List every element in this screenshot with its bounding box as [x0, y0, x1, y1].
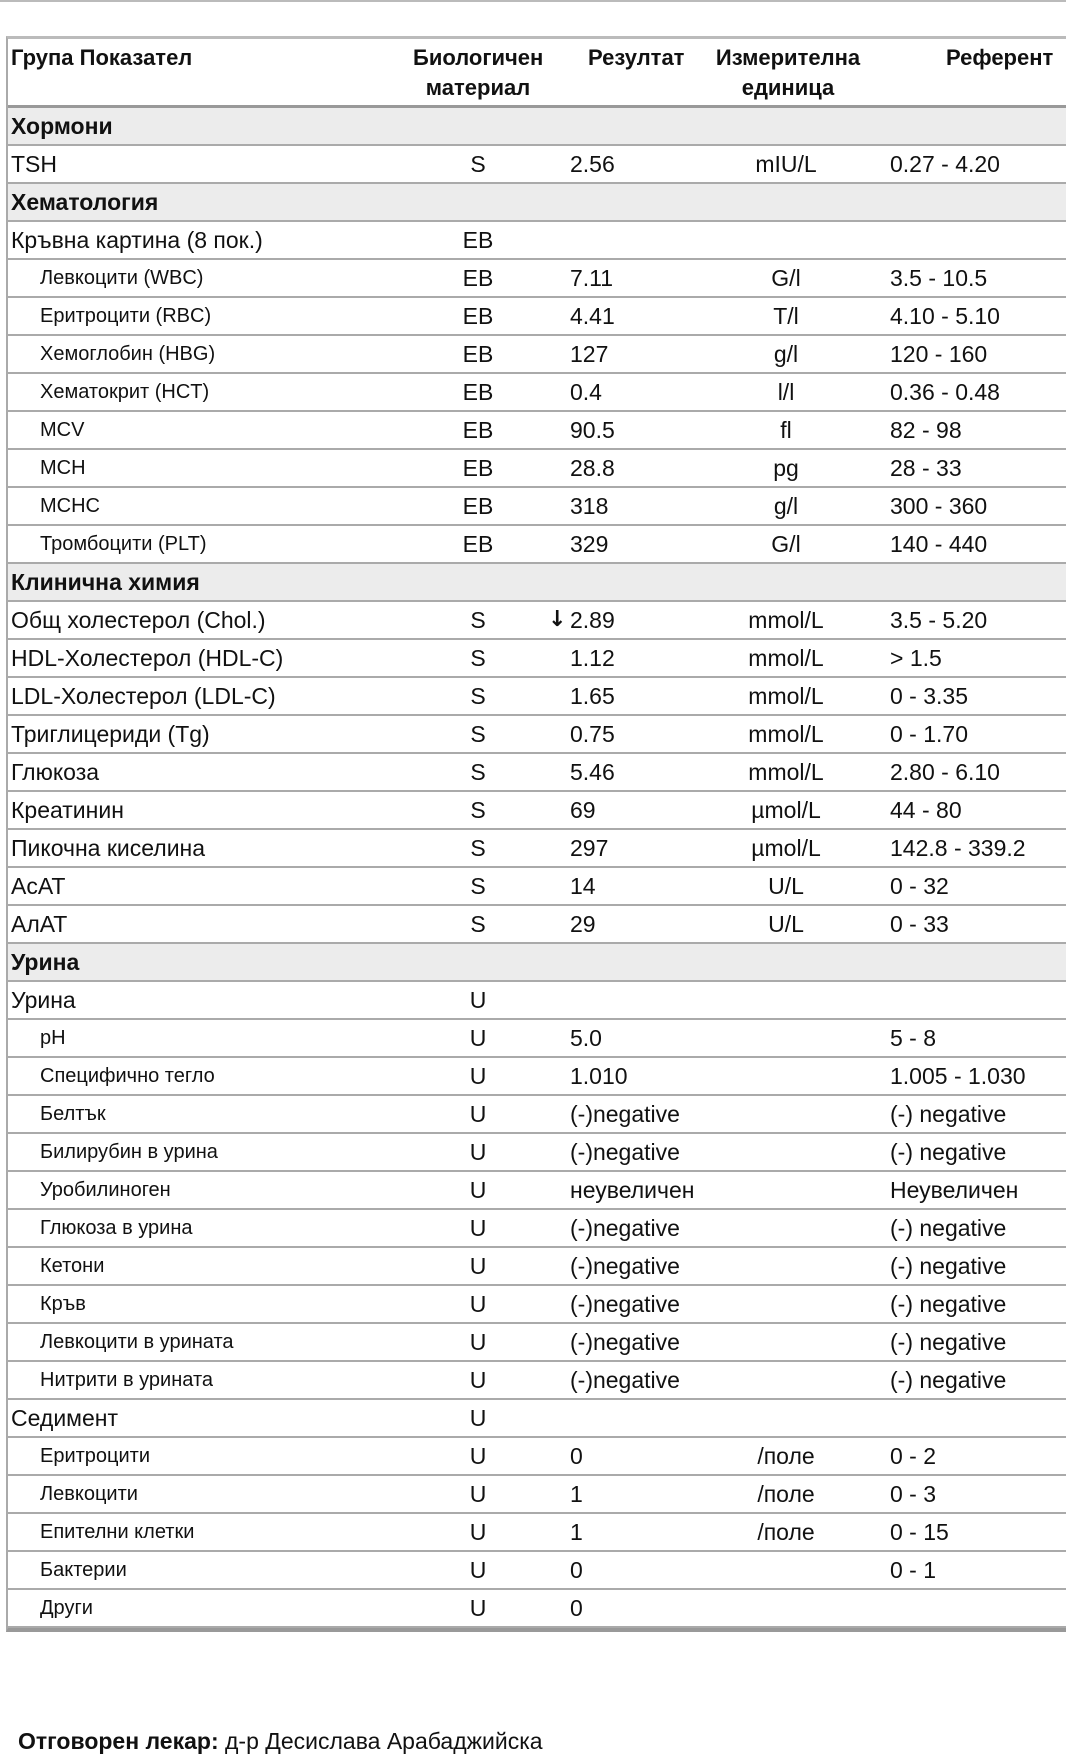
reference-cell: (-) negative	[890, 1215, 1007, 1241]
material-cell: U	[469, 1101, 487, 1127]
test-name: Нитрити в урината	[40, 1369, 213, 1391]
test-name: Белтък	[40, 1103, 106, 1125]
reference-cell: > 1.5	[890, 645, 942, 671]
section-header	[8, 944, 1066, 982]
section-header	[8, 108, 1066, 146]
material-cell: U	[469, 987, 487, 1013]
result-cell: 0.4	[570, 379, 602, 405]
unit-cell: mmol/L	[748, 759, 824, 785]
reference-cell: (-) negative	[890, 1329, 1007, 1355]
table-row	[8, 146, 1066, 184]
results-table	[6, 36, 1066, 1632]
material-cell: EB	[462, 341, 494, 367]
table-row	[8, 1324, 1066, 1362]
result-cell: (-)negative	[570, 1329, 680, 1355]
result-cell: 0	[570, 1557, 583, 1583]
table-row	[8, 1058, 1066, 1096]
result-cell: (-)negative	[570, 1291, 680, 1317]
reference-cell: (-) negative	[890, 1139, 1007, 1165]
section-title: Хормони	[11, 113, 113, 139]
table-row	[8, 1248, 1066, 1286]
section-header	[8, 564, 1066, 602]
reference-cell: 0 - 32	[890, 873, 949, 899]
material-cell: S	[470, 911, 486, 937]
reference-cell: 0 - 15	[890, 1519, 949, 1545]
test-name: MCV	[40, 419, 85, 441]
table-row	[8, 792, 1066, 830]
unit-cell: mmol/L	[748, 721, 824, 747]
table-row	[8, 336, 1066, 374]
unit-cell: pg	[773, 455, 799, 481]
header-reference: Референт	[946, 45, 1054, 70]
material-cell: U	[469, 1519, 487, 1545]
test-name: Триглицериди (Tg)	[11, 721, 210, 747]
reference-cell: 1.005 - 1.030	[890, 1063, 1026, 1089]
unit-cell: l/l	[777, 379, 795, 405]
result-cell: (-)negative	[570, 1139, 680, 1165]
material-cell: U	[469, 1405, 487, 1431]
table-row	[8, 526, 1066, 564]
reference-cell: 4.10 - 5.10	[890, 303, 1000, 329]
result-cell: 0	[570, 1443, 583, 1469]
test-name: MCH	[40, 457, 86, 479]
reference-cell: 142.8 - 339.2	[890, 835, 1026, 861]
result-cell: 1.12	[570, 645, 615, 671]
result-cell: 5.46	[570, 759, 615, 785]
material-cell: EB	[462, 417, 494, 443]
material-cell: S	[470, 759, 486, 785]
reference-cell: 82 - 98	[890, 417, 962, 443]
material-cell: EB	[462, 379, 494, 405]
test-name: Кръвна картина (8 пок.)	[11, 227, 263, 253]
test-name: Кръв	[40, 1293, 86, 1315]
table-row	[8, 1134, 1066, 1172]
material-cell: U	[469, 1443, 487, 1469]
table-row	[8, 716, 1066, 754]
result-cell: (-)negative	[570, 1101, 680, 1127]
reference-cell: 44 - 80	[890, 797, 962, 823]
table-row	[8, 1286, 1066, 1324]
result-cell: 1.010	[570, 1063, 628, 1089]
material-cell: S	[470, 645, 486, 671]
table-row	[8, 1476, 1066, 1514]
unit-cell: mmol/L	[748, 683, 824, 709]
material-cell: U	[469, 1367, 487, 1393]
result-cell: 14	[570, 873, 596, 899]
table-row	[8, 1172, 1066, 1210]
table-row	[8, 678, 1066, 716]
material-cell: U	[469, 1481, 487, 1507]
test-name: pH	[40, 1027, 66, 1049]
unit-cell: /поле	[757, 1519, 815, 1545]
table-row	[8, 1590, 1066, 1628]
result-cell: (-)negative	[570, 1215, 680, 1241]
reference-cell: (-) negative	[890, 1291, 1007, 1317]
unit-cell: G/l	[771, 531, 801, 557]
result-cell: (-)negative	[570, 1253, 680, 1279]
unit-cell: U/L	[768, 873, 804, 899]
unit-cell: g/l	[773, 341, 799, 367]
result-cell: 318	[570, 493, 609, 519]
table-row	[8, 602, 1066, 640]
unit-cell: U/L	[768, 911, 804, 937]
result-cell: 0	[570, 1595, 583, 1621]
material-cell: U	[469, 1329, 487, 1355]
unit-cell: T/l	[773, 303, 799, 329]
reference-cell: 0.27 - 4.20	[890, 151, 1000, 177]
table-row	[8, 1096, 1066, 1134]
low-arrow-icon: ↓	[548, 607, 567, 632]
unit-cell: mmol/L	[748, 607, 824, 633]
table-row	[8, 1362, 1066, 1400]
test-name: Кетони	[40, 1255, 105, 1277]
result-cell: 329	[570, 531, 609, 557]
test-name: Специфично тегло	[40, 1065, 215, 1087]
reference-cell: 28 - 33	[890, 455, 962, 481]
unit-cell: fl	[780, 417, 792, 443]
table-row	[8, 640, 1066, 678]
material-cell: EB	[462, 227, 494, 253]
reference-cell: 0 - 2	[890, 1443, 937, 1469]
header-group: Група Показател	[11, 45, 193, 70]
reference-cell: (-) negative	[890, 1367, 1007, 1393]
result-cell: 69	[570, 797, 596, 823]
test-name: LDL-Холестерол (LDL-C)	[11, 683, 276, 709]
unit-cell: µmol/L	[751, 835, 821, 861]
table-row	[8, 906, 1066, 944]
test-name: Пикочна киселина	[11, 835, 206, 861]
result-cell: 1	[570, 1519, 583, 1545]
table-row	[8, 260, 1066, 298]
table-row	[8, 1400, 1066, 1438]
header-result: Резултат	[588, 45, 685, 70]
test-name: Общ холестерол (Chol.)	[11, 607, 266, 633]
test-name: Еритроцити (RBC)	[40, 305, 212, 327]
material-cell: U	[469, 1063, 487, 1089]
material-cell: S	[470, 683, 486, 709]
material-cell: U	[469, 1139, 487, 1165]
reference-cell: 0 - 3	[890, 1481, 937, 1507]
reference-cell: 3.5 - 10.5	[890, 265, 988, 291]
material-cell: EB	[462, 303, 494, 329]
material-cell: S	[470, 151, 486, 177]
test-name: Тромбоцити (PLT)	[40, 533, 207, 555]
unit-cell: /поле	[757, 1443, 815, 1469]
test-name: Бактерии	[40, 1559, 127, 1581]
material-cell: U	[469, 1557, 487, 1583]
result-cell: 0.75	[570, 721, 615, 747]
result-cell: 2.89	[570, 607, 615, 633]
test-name: Урина	[11, 987, 76, 1013]
unit-cell: G/l	[771, 265, 801, 291]
section-header	[8, 184, 1066, 222]
test-name: Глюкоза	[11, 759, 100, 785]
material-cell: EB	[462, 493, 494, 519]
material-cell: U	[469, 1215, 487, 1241]
reference-cell: 0 - 3.35	[890, 683, 968, 709]
result-cell: 127	[570, 341, 609, 367]
table-body	[8, 108, 1066, 1628]
table-row	[8, 450, 1066, 488]
reference-cell: 3.5 - 5.20	[890, 607, 988, 633]
responsible-doctor	[18, 1728, 543, 1755]
material-cell: U	[469, 1177, 487, 1203]
table-row	[8, 1210, 1066, 1248]
test-name: Левкоцити	[40, 1483, 138, 1505]
table-row	[8, 830, 1066, 868]
result-cell: 5.0	[570, 1025, 602, 1051]
table-row	[8, 982, 1066, 1020]
table-row	[8, 754, 1066, 792]
table-row	[8, 222, 1066, 260]
test-name: Уробилиноген	[40, 1179, 171, 1201]
reference-cell: 0 - 1.70	[890, 721, 968, 747]
reference-cell: (-) negative	[890, 1253, 1007, 1279]
doctor-name: д-р Десислава Арабаджийска	[225, 1728, 543, 1754]
table-row	[8, 1552, 1066, 1590]
material-cell: S	[470, 835, 486, 861]
test-name: АлАТ	[11, 911, 68, 937]
table-row	[8, 868, 1066, 906]
section-title: Клинична химия	[11, 569, 200, 595]
test-name: Хемоглобин (HBG)	[40, 343, 216, 365]
reference-cell: (-) negative	[890, 1101, 1007, 1127]
material-cell: EB	[462, 455, 494, 481]
test-name: TSH	[11, 151, 57, 177]
unit-cell: mIU/L	[755, 151, 817, 177]
reference-cell: Неувеличен	[890, 1177, 1019, 1203]
result-cell: 297	[570, 835, 609, 861]
unit-cell: g/l	[773, 493, 799, 519]
test-name: Седимент	[11, 1405, 119, 1431]
result-cell: неувеличен	[570, 1177, 695, 1203]
table-row	[8, 1514, 1066, 1552]
unit-cell: µmol/L	[751, 797, 821, 823]
test-name: Епителни клетки	[40, 1521, 195, 1543]
material-cell: S	[470, 797, 486, 823]
material-cell: U	[469, 1025, 487, 1051]
top-divider	[0, 0, 1066, 2]
test-name: Билирубин в урина	[40, 1141, 218, 1163]
table-row	[8, 1438, 1066, 1476]
unit-cell: /поле	[757, 1481, 815, 1507]
test-name: Левкоцити (WBC)	[40, 267, 204, 289]
table-row	[8, 488, 1066, 526]
result-cell: 7.11	[570, 265, 614, 291]
table-row	[8, 1020, 1066, 1058]
test-name: HDL-Холестерол (HDL-C)	[11, 645, 284, 671]
header-material: Биологичен материал	[413, 45, 544, 100]
test-name: Еритроцити	[40, 1445, 150, 1467]
test-name: Креатинин	[11, 797, 124, 823]
doctor-label: Отговорен лекар:	[18, 1728, 219, 1754]
result-cell: 2.56	[570, 151, 615, 177]
result-cell: 28.8	[570, 455, 615, 481]
test-name: MCHC	[40, 495, 100, 517]
test-name: Други	[40, 1597, 93, 1619]
reference-cell: 120 - 160	[890, 341, 988, 367]
result-cell: 4.41	[570, 303, 615, 329]
reference-cell: 2.80 - 6.10	[890, 759, 1000, 785]
material-cell: S	[470, 607, 486, 633]
result-cell: 1.65	[570, 683, 615, 709]
material-cell: U	[469, 1253, 487, 1279]
reference-cell: 300 - 360	[890, 493, 988, 519]
table-row	[8, 374, 1066, 412]
result-cell: 1	[570, 1481, 583, 1507]
reference-cell: 0.36 - 0.48	[890, 379, 1000, 405]
reference-cell: 0 - 1	[890, 1557, 937, 1583]
material-cell: U	[469, 1595, 487, 1621]
unit-cell: mmol/L	[748, 645, 824, 671]
test-name: Хематокрит (HCT)	[40, 381, 210, 403]
material-cell: U	[469, 1291, 487, 1317]
result-cell: 29	[570, 911, 596, 937]
table-header	[8, 39, 1066, 108]
section-title: Хематология	[11, 189, 159, 215]
reference-cell: 5 - 8	[890, 1025, 937, 1051]
table-row	[8, 412, 1066, 450]
test-name: Левкоцити в урината	[40, 1331, 234, 1353]
test-name: Глюкоза в урина	[40, 1217, 193, 1239]
header-unit: Измерителна единица	[715, 45, 861, 100]
test-name: АсАТ	[11, 873, 66, 899]
material-cell: EB	[462, 265, 494, 291]
material-cell: S	[470, 721, 486, 747]
material-cell: EB	[462, 531, 494, 557]
reference-cell: 0 - 33	[890, 911, 949, 937]
result-cell: (-)negative	[570, 1367, 680, 1393]
reference-cell: 140 - 440	[890, 531, 988, 557]
table-row	[8, 298, 1066, 336]
material-cell: S	[470, 873, 486, 899]
section-title: Урина	[11, 949, 80, 975]
result-cell: 90.5	[570, 417, 615, 443]
